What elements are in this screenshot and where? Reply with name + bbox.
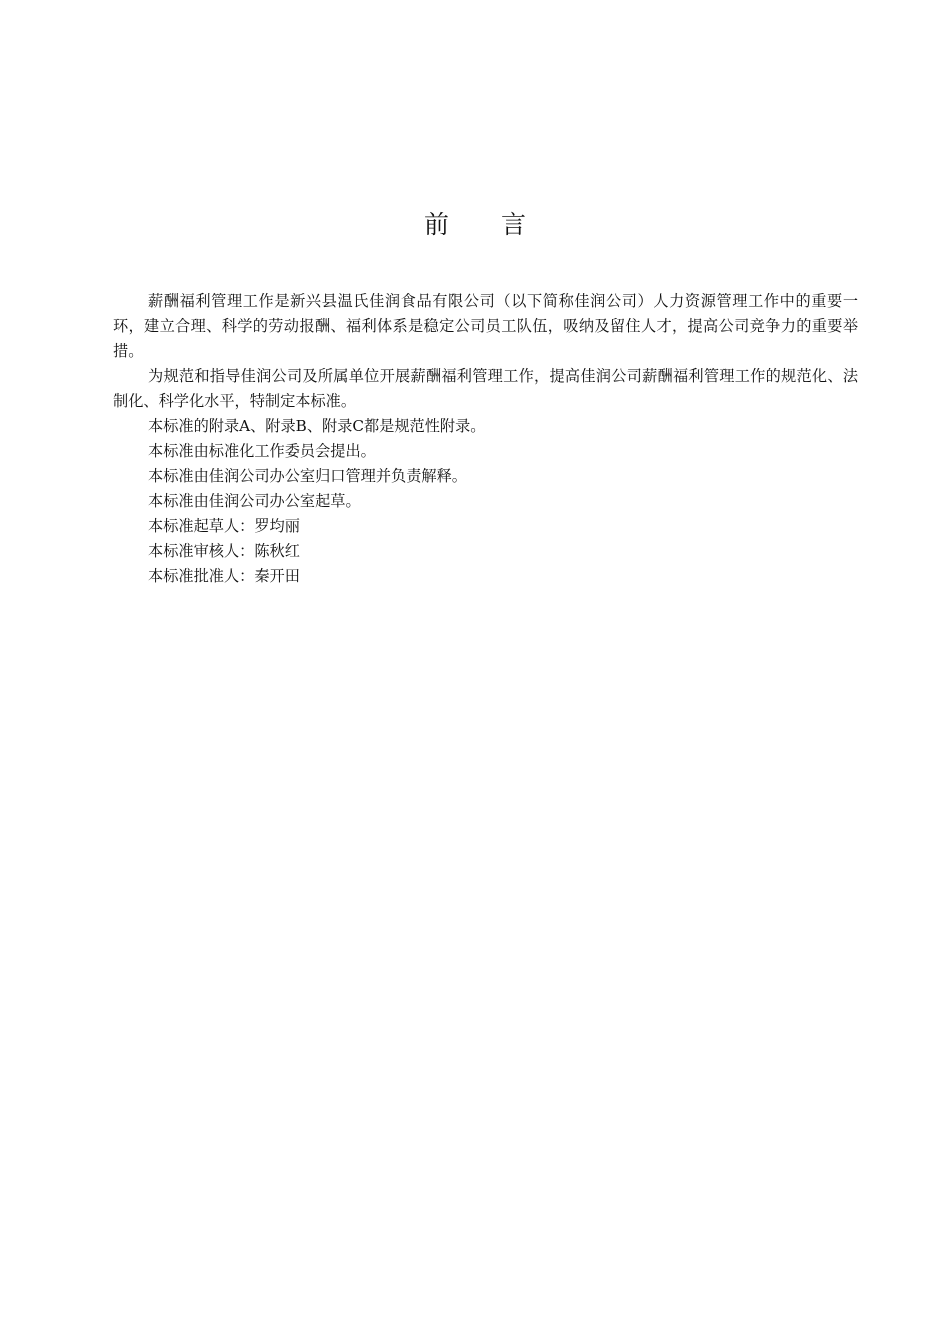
preface-body [113, 289, 858, 589]
page-title: 前言 [423, 210, 578, 239]
paragraph-drafter: 本标准起草人：罗均丽 [148, 517, 300, 535]
paragraph-drafting-unit: 本标准由佳润公司办公室起草。 [148, 492, 361, 510]
paragraph-management: 本标准由佳润公司办公室归口管理并负责解释。 [148, 467, 467, 485]
paragraph-reviewer: 本标准审核人：陈秋红 [148, 542, 300, 560]
paragraph-appendix: 本标准的附录A、附录B、附录C都是规范性附录。 [148, 417, 486, 435]
paragraph-approver: 本标准批准人：秦开田 [148, 567, 300, 585]
paragraph-intro: 薪酬福利管理工作是新兴县温氏佳润食品有限公司（以下简称佳润公司）人力资源管理工作中的重要一环，建立合理、科学的劳动报酬、福利体系是稳定公司员工队伍，吸纳及留住人才，提高公司竞争力的重要举措。 [113, 292, 858, 360]
paragraph-purpose: 为规范和指导佳润公司及所属单位开展薪酬福利管理工作，提高佳润公司薪酬福利管理工作的规范化、法制化、科学化水平，特制定本标准。 [113, 367, 858, 410]
paragraph-proposer: 本标准由标准化工作委员会提出。 [148, 442, 376, 460]
